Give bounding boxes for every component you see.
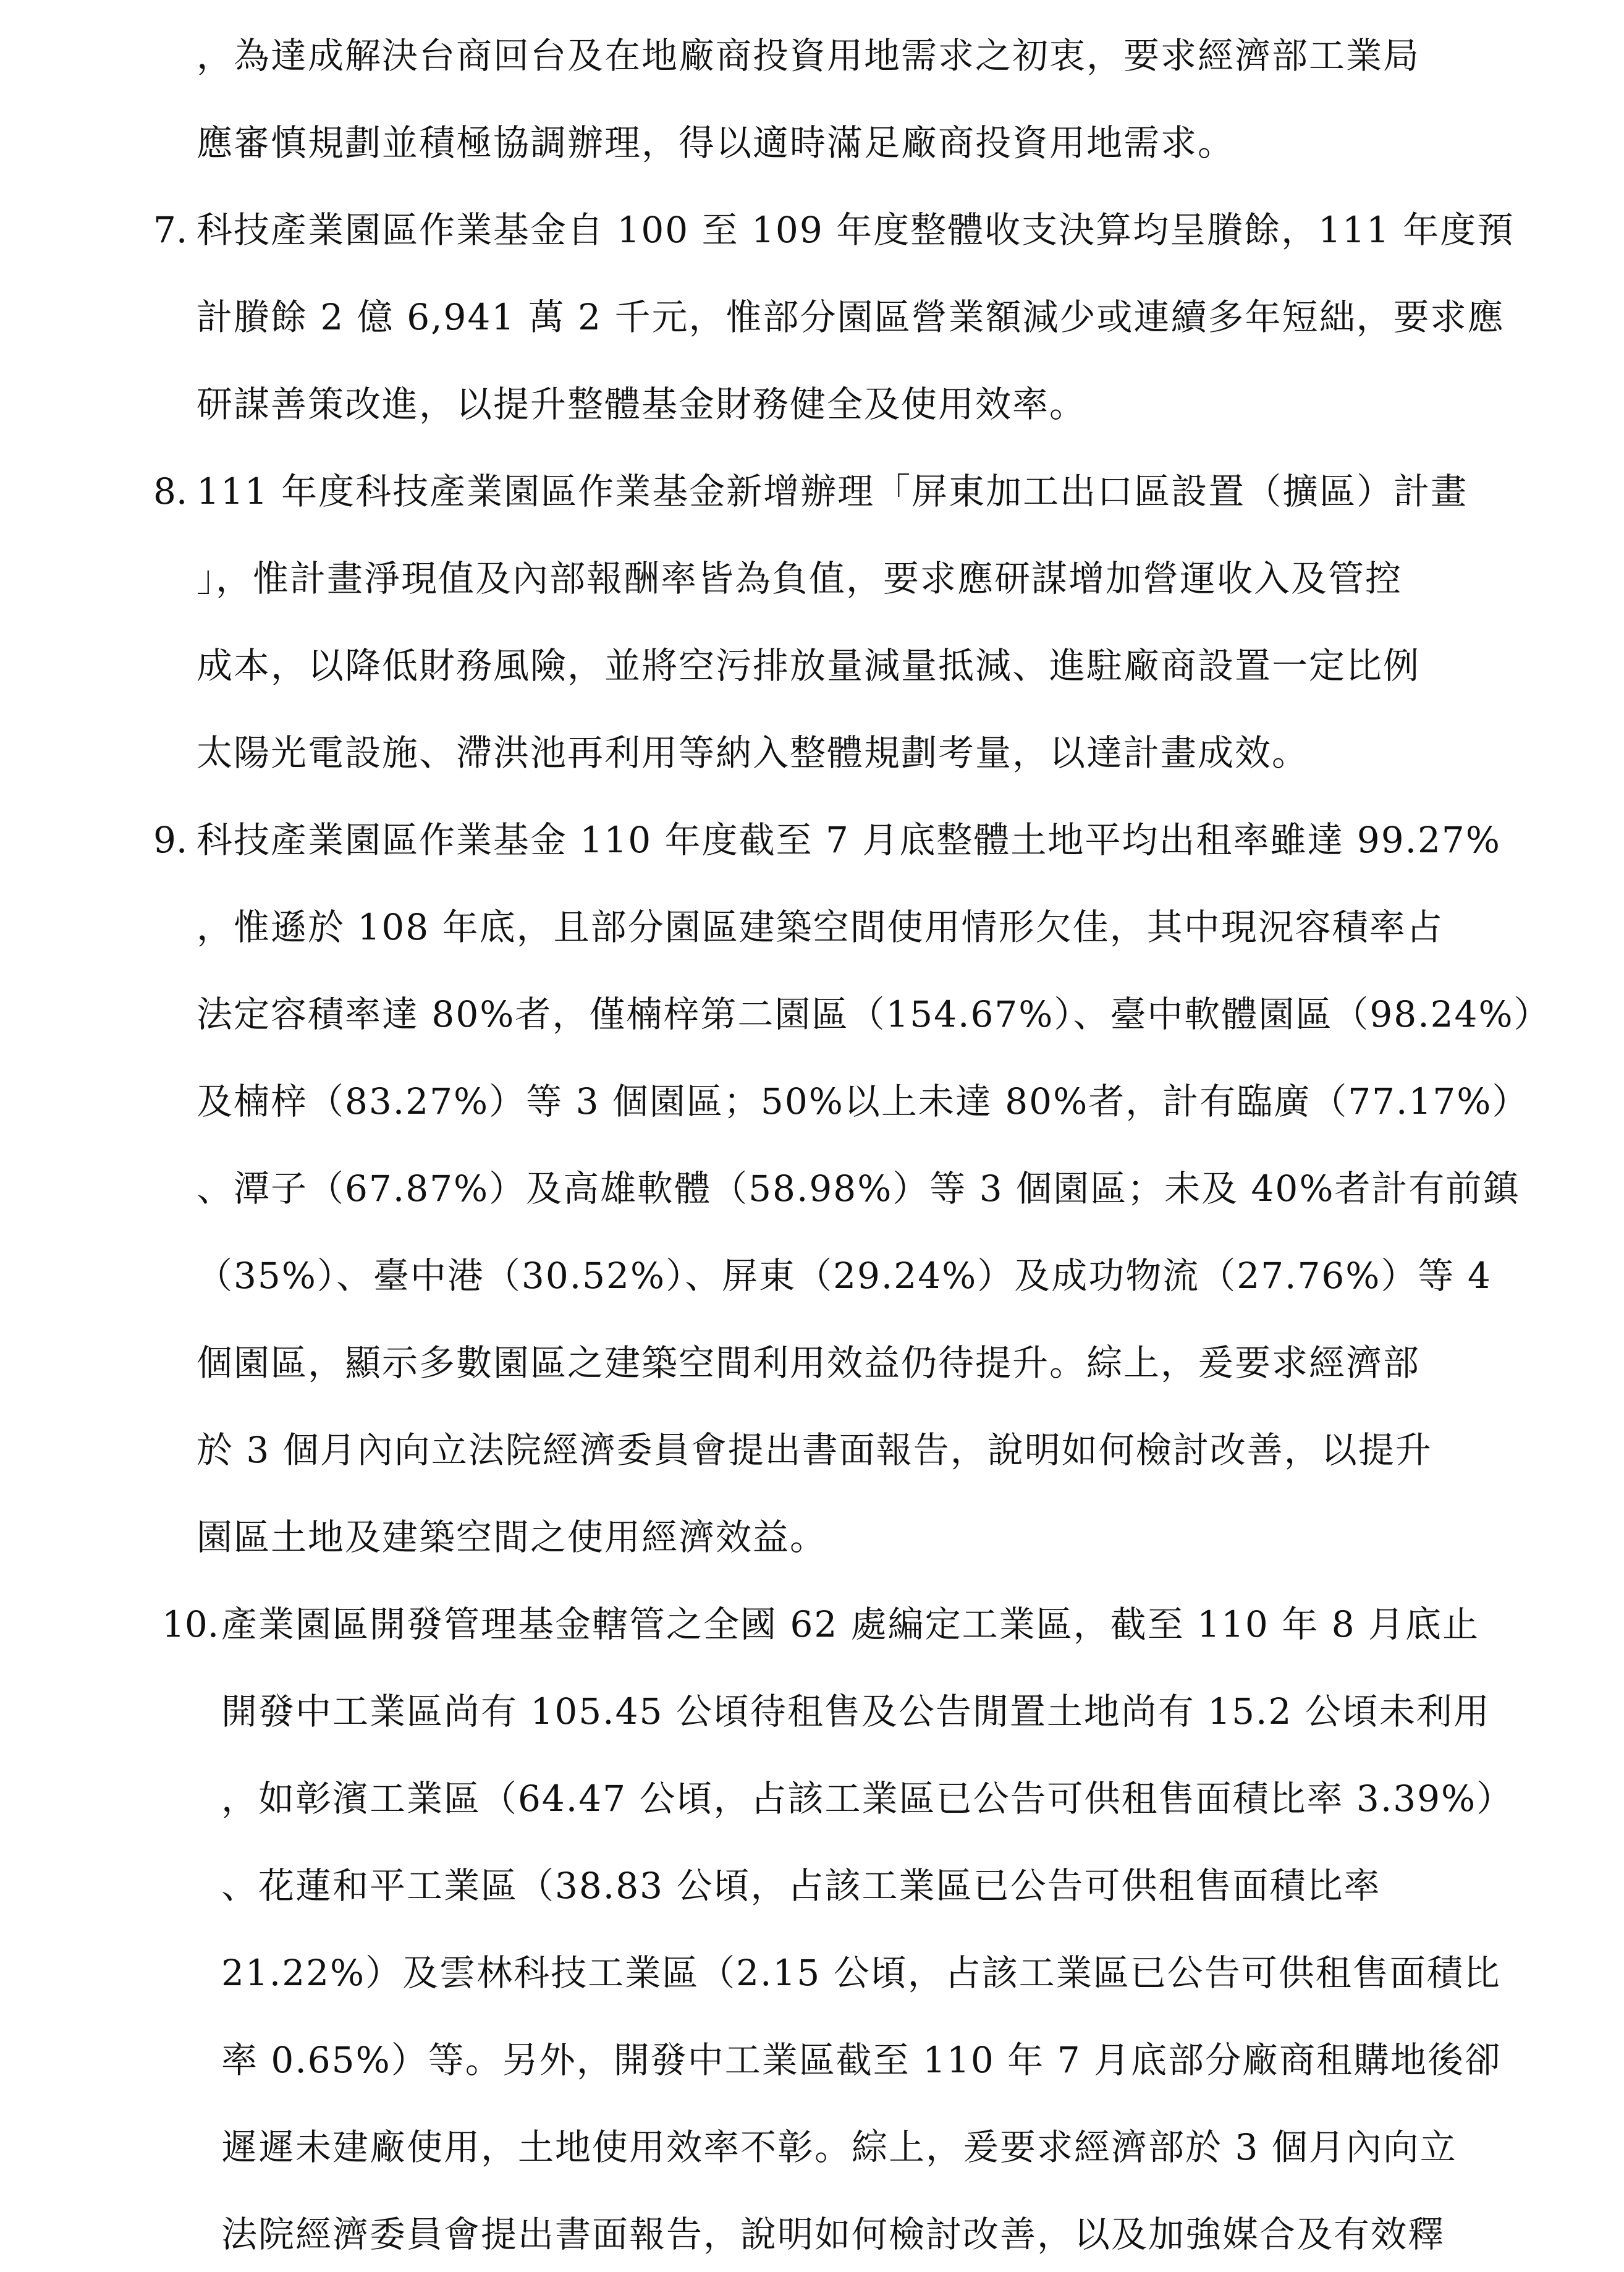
item-10-line-6: 率 0.65%）等。另外，開發中工業區截至 110 年 7 月底部分廠商租購地後卻 — [221, 2039, 1502, 2081]
item-9-line-6: （35%）、臺中港（30.52%）、屏東（29.24%）及成功物流（27.76%）等 4 — [197, 1255, 1492, 1297]
item-9-line-8: 於 3 個月內向立法院經濟委員會提出書面報告，說明如何檢討改善，以提升 — [197, 1429, 1432, 1471]
item-9-number: 9. — [153, 819, 188, 861]
item-10-line-1: 產業園區開發管理基金轄管之全國 62 處編定工業區，截至 110 年 8 月底止 — [221, 1603, 1480, 1645]
item-9-line-4: 及楠梓（83.27%）等 3 個園區；50%以上未達 80%者，計有臨廣（77.17%） — [197, 1080, 1529, 1122]
item-9-line-9: 園區土地及建築空間之使用經濟效益。 — [197, 1516, 827, 1558]
item-8-number: 8. — [153, 470, 188, 512]
item-7-line-2: 計賸餘 2 億 6,941 萬 2 千元，惟部分園區營業額減少或連續多年短絀，要求應 — [197, 296, 1505, 338]
intro-line-1: ，為達成解決台商回台及在地廠商投資用地需求之初衷，要求經濟部工業局 — [197, 35, 1421, 77]
item-9-line-1: 科技產業園區作業基金 110 年度截至 7 月底整體土地平均出租率雖達 99.27% — [197, 819, 1501, 861]
item-10-line-7: 遲遲未建廠使用，土地使用效率不彰。綜上，爰要求經濟部於 3 個月內向立 — [221, 2126, 1457, 2168]
item-10-line-4: 、花蓮和平工業區（38.83 公頃，占該工業區已公告可供租售面積比率 — [221, 1865, 1381, 1907]
item-8-line-1: 111 年度科技產業園區作業基金新增辦理「屏東加工出口區設置（擴區）計畫 — [197, 470, 1468, 512]
item-9-line-7: 個園區，顯示多數園區之建築空間利用效益仍待提升。綜上，爰要求經濟部 — [197, 1342, 1421, 1384]
item-10-number: 10. — [162, 1603, 219, 1645]
item-8-line-4: 太陽光電設施、滯洪池再利用等納入整體規劃考量，以達計畫成效。 — [197, 732, 1309, 774]
item-10-line-5: 21.22%）及雲林科技工業區（2.15 公頃，占該工業區已公告可供租售面積比 — [221, 1952, 1501, 1994]
item-10-line-2: 開發中工業區尚有 105.45 公頃待租售及公告閒置土地尚有 15.2 公頃未利用 — [221, 1690, 1491, 1732]
intro-line-2: 應審慎規劃並積極協調辦理，得以適時滿足廠商投資用地需求。 — [197, 122, 1235, 164]
item-9-line-5: 、潭子（67.87%）及高雄軟體（58.98%）等 3 個園區；未及 40%者計有前鎮 — [197, 1168, 1520, 1210]
item-8-line-3: 成本，以降低財務風險，並將空污排放量減量抵減、進駐廠商設置一定比例 — [197, 645, 1421, 687]
item-7-number: 7. — [153, 209, 188, 251]
item-10-line-3: ，如彰濱工業區（64.47 公頃，占該工業區已公告可供租售面積比率 3.39%） — [221, 1778, 1514, 1820]
item-8-line-2: 」，惟計畫淨現值及內部報酬率皆為負值，要求應研謀增加營運收入及管控 — [197, 557, 1403, 600]
item-7-line-3: 研謀善策改進，以提升整體基金財務健全及使用效率。 — [197, 383, 1087, 425]
item-9-line-2: ，惟遜於 108 年底，且部分園區建築空間使用情形欠佳，其中現況容積率占 — [197, 906, 1444, 948]
item-7-line-1: 科技產業園區作業基金自 100 至 109 年度整體收支決算均呈賸餘，111 年度預 — [197, 209, 1515, 251]
item-9-line-3: 法定容積率達 80%者，僅楠梓第二園區（154.67%）、臺中軟體園區（98.24%） — [197, 993, 1551, 1035]
item-10-line-8: 法院經濟委員會提出書面報告，說明如何檢討改善，以及加強媒合及有效釋 — [221, 2213, 1445, 2255]
